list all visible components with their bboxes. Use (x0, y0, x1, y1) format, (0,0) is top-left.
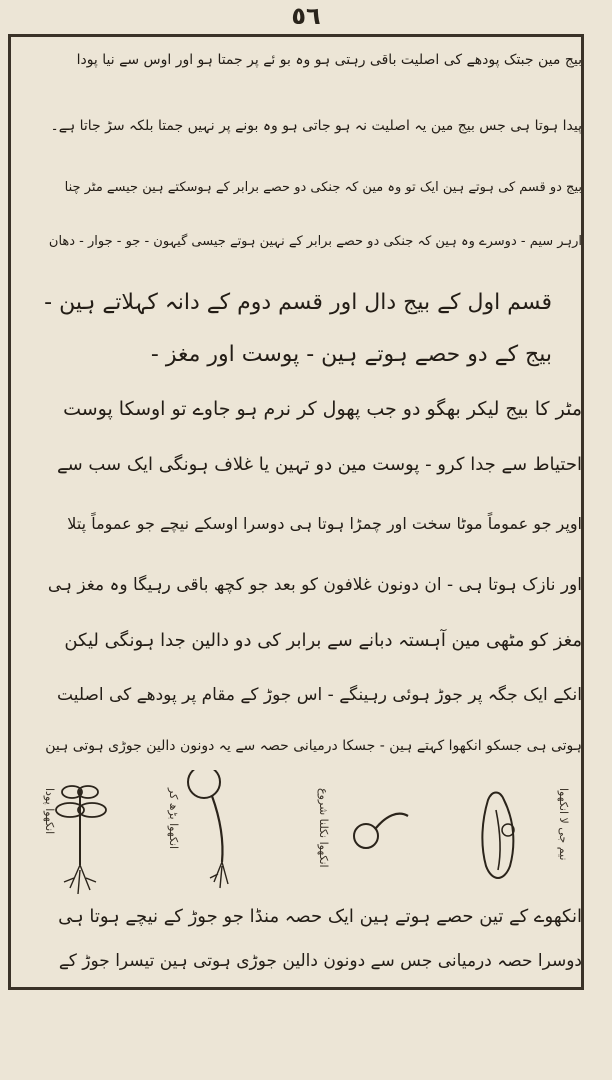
text-line: انکے ایک جگہ پر جوڑ ہوئی رہینگے - اس جوڑ کے مقام پر پودھے کی اصلیت (57, 685, 582, 705)
text-line: احتیاط سے جدا کرو - پوست مین دو تہین یا غلاف ہونگی ایک سب سے (57, 454, 582, 475)
figure-label: انکھوا نکلنا شروع (317, 788, 330, 868)
figure-label: انکھوا بڑھ کر (167, 788, 180, 850)
text-line: قسم اول کے بیج دال اور قسم دوم کے دانہ کہلاتے ہین - (44, 290, 552, 315)
text-line: بیج کے دو حصے ہوتے ہین - پوست اور مغز - (150, 342, 552, 367)
sprout-long-drawing (172, 770, 302, 900)
figure-sprout-starting (312, 770, 442, 900)
text-line: بیج مین جبتک پودھے کی اصلیت باقی رہتی ہو وہ بو ئے پر جمتا ہو اور اوس سے نیا پودا (76, 52, 582, 68)
text-line: اوپر جو عموماً موٹا سخت اور چمڑا ہوتا ہی دوسرا اوسکے نیچے جو عموماً پتلا (67, 514, 582, 533)
text-line: مغز کو مٹھی مین آہستہ دبانے سے برابر کی دو دالین جدا ہونگی لیکن (64, 630, 582, 651)
figure-label: نیم جی لا انکھوا (557, 788, 570, 861)
text-line: ہوتی ہی جسکو انکھوا کہتے ہین - جسکا درمیانی حصہ سے یہ دونون دالین جوڑی ہوتی ہین (45, 738, 582, 754)
page-number: ٥٦ (291, 2, 321, 30)
figure-seedling (32, 770, 162, 900)
text-line: انکھوے کے تین حصے ہوتے ہین ایک حصہ منڈا جو جوڑ کے نیچے ہوتا ہی (58, 906, 582, 927)
text-line: مٹر کا بیج لیکر بھگو دو جب پھول کر نرم ہو جاوے تو اوسکا پوست (63, 398, 582, 420)
seedling-drawing (32, 770, 162, 900)
figure-seed-embryo (442, 770, 572, 900)
text-line: ارہر سیم - دوسرے وہ ہین کہ جنکی دو حصے برابر کے نہین ہوتے جیسی گیہون - جو - جوار - دھان (48, 234, 582, 249)
text-line: پیدا ہوتا ہی جس بیج مین یہ اصلیت نہ ہو جاتی ہو وہ بونے پر نہیں جمتا بلکہ سڑ جاتا ہے۔ (50, 118, 582, 134)
figure-label: انکھوا پودا (43, 788, 56, 835)
text-line: دوسرا حصہ درمیانی جس سے دونون دالین جوڑی ہوتی ہین تیسرا جوڑ کے (58, 951, 582, 971)
figure-row (12, 770, 582, 900)
text-line: بیج دو قسم کی ہوتے ہین ایک تو وہ مین کہ جنکی دو حصے برابر کے ہوسکتے ہین جیسے مٹر چنا (64, 180, 582, 195)
figure-sprout-long (167, 770, 302, 900)
sprout-starting-drawing (312, 770, 442, 900)
text-line: اور نازک ہوتا ہی - ان دونون غلافون کو بعد جو کچھ باقی رہیگا وہ مغز ہی (47, 575, 582, 595)
seed-embryo-drawing (442, 770, 572, 900)
